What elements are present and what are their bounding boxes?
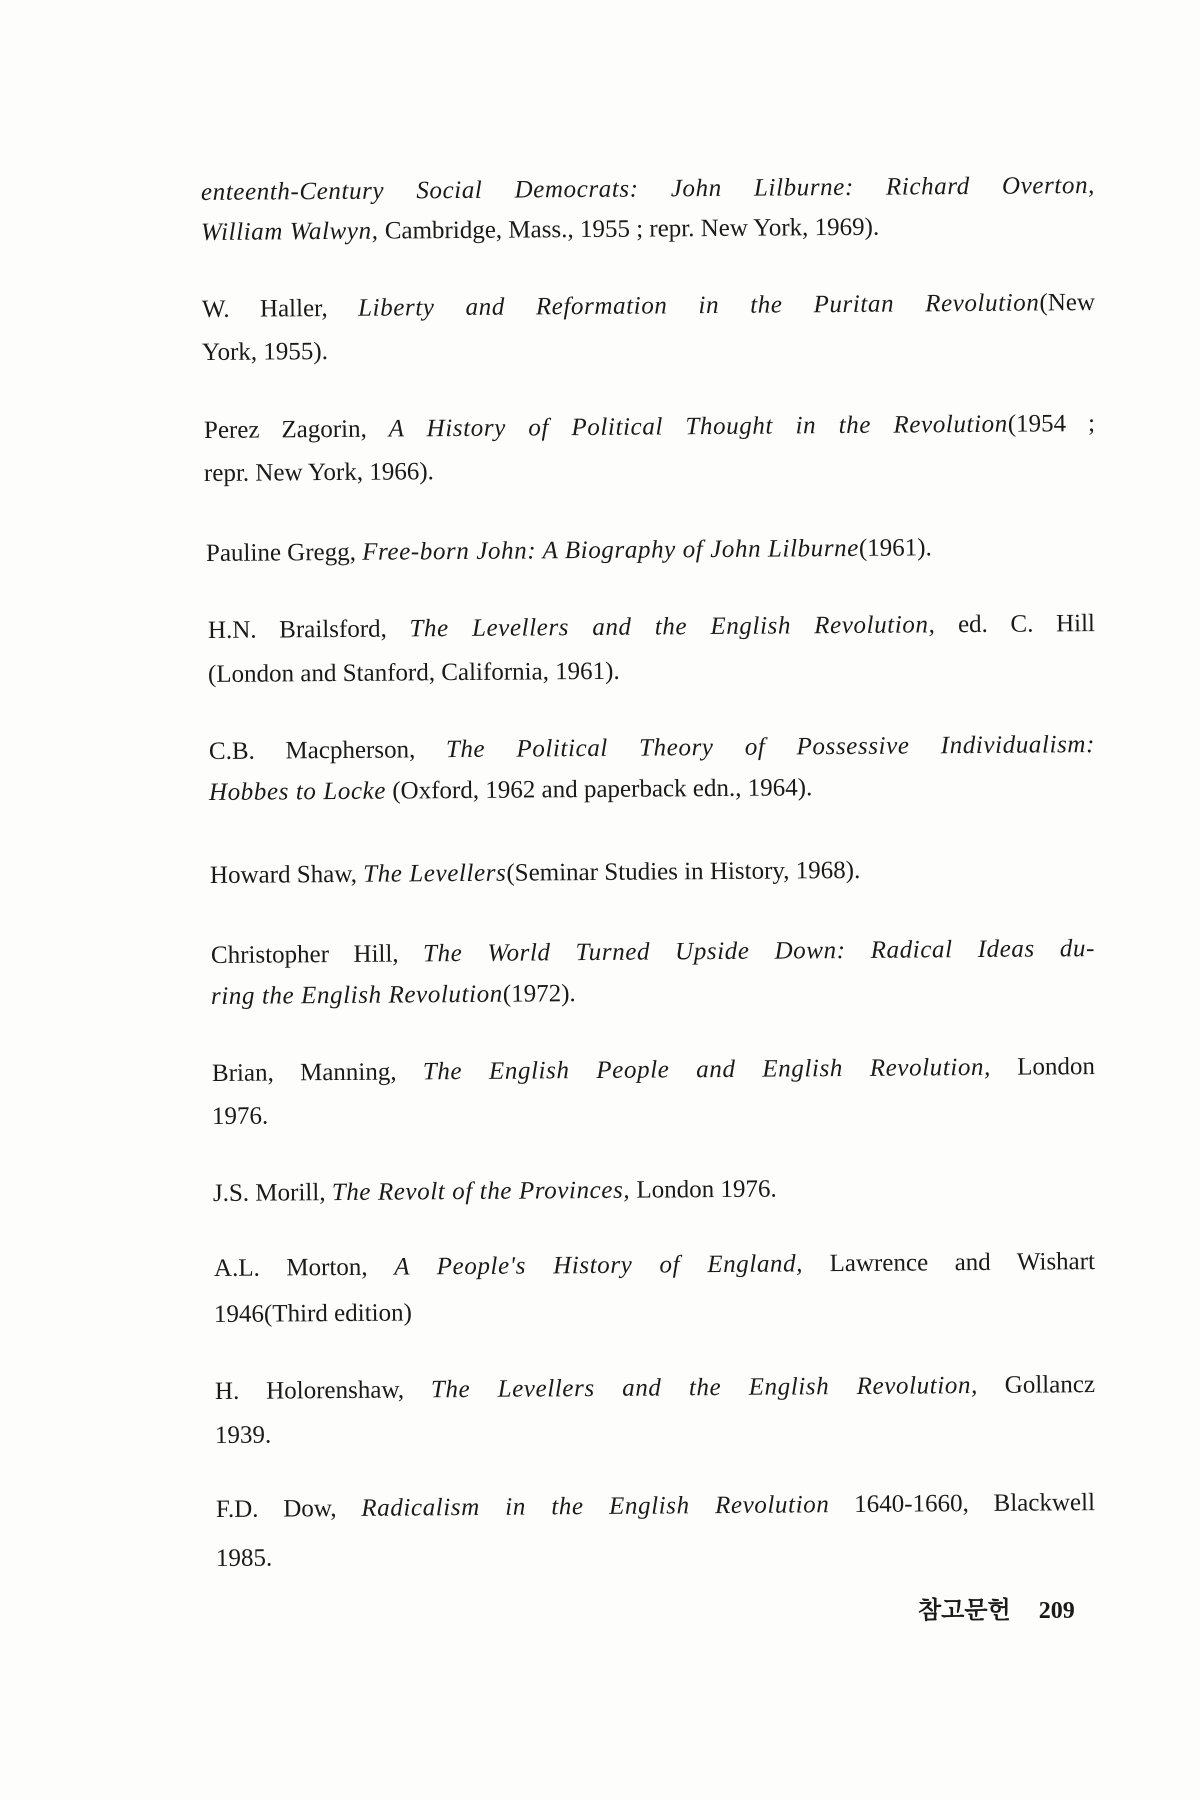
entry-line bbox=[215, 1370, 1095, 1407]
entry-line bbox=[216, 1544, 272, 1574]
citation-text: (Seminar Studies in History, 1968). bbox=[506, 856, 861, 887]
citation-text: H. Holorenshaw, bbox=[214, 1376, 432, 1405]
entry-line bbox=[211, 979, 576, 1012]
work-title: The Levellers and the English Revolution, bbox=[430, 1372, 979, 1404]
citation-text: Cambridge, Mass., 1955 ; repr. New York, 1969). bbox=[378, 213, 880, 245]
citation-text: 1976. bbox=[211, 1102, 269, 1130]
entry-line bbox=[209, 773, 813, 808]
work-title: The Levellers and the English Revolution, bbox=[409, 611, 936, 643]
work-title: The World Turned Upside Down: Radical Ideas du- bbox=[422, 935, 1096, 968]
work-title: Radicalism in the English Revolution bbox=[361, 1491, 830, 1522]
citation-text: repr. New York, 1966). bbox=[203, 458, 434, 487]
citation-text: London 1976. bbox=[630, 1175, 777, 1204]
work-title: ring the English Revolution bbox=[210, 980, 503, 1010]
citation-text: 1985. bbox=[215, 1544, 273, 1572]
citation-text: C.B. Macpherson, bbox=[208, 736, 447, 765]
work-title: William Walwyn, bbox=[200, 217, 379, 246]
citation-text: Lawrence and Wishart bbox=[802, 1248, 1096, 1278]
citation-text: Christopher Hill, bbox=[210, 940, 424, 969]
entry-line bbox=[208, 609, 1095, 646]
citation-text: Perez Zagorin, bbox=[203, 415, 389, 444]
work-title: The Political Theory of Possessive Individualism: bbox=[445, 731, 1096, 764]
citation-text: 1946(Third edition) bbox=[213, 1299, 412, 1328]
entry-line bbox=[214, 1298, 412, 1330]
work-title: The English People and English Revolution, bbox=[422, 1053, 992, 1086]
entry-line bbox=[206, 533, 932, 569]
citation-text: Pauline Gregg, bbox=[205, 538, 363, 567]
entry-line bbox=[212, 1052, 1095, 1089]
entry-line bbox=[210, 856, 861, 891]
citation-text: F.D. Dow, bbox=[215, 1494, 362, 1523]
work-title: enteenth-Century Social Democrats: John Lilburne: Richard Overton, bbox=[200, 171, 1096, 206]
citation-text: Gollancz bbox=[977, 1371, 1096, 1400]
work-title: Free-born John: A Biography of John Lilburne bbox=[362, 534, 860, 566]
citation-text: 1640-1660, Blackwell bbox=[829, 1489, 1096, 1519]
entry-line bbox=[214, 1247, 1095, 1284]
entry-line bbox=[204, 409, 1095, 446]
work-title: The Revolt of the Provinces, bbox=[331, 1176, 631, 1207]
citation-text: (1954 ; bbox=[1007, 410, 1096, 438]
entry-line bbox=[202, 337, 328, 368]
citation-text: (1961). bbox=[858, 534, 932, 562]
page-footer bbox=[918, 1590, 1075, 1625]
work-title: A History of Political Thought in the Revolution bbox=[388, 410, 1008, 443]
citation-text: York, 1955). bbox=[201, 338, 329, 366]
entry-line bbox=[201, 171, 1095, 208]
entry-line bbox=[216, 1488, 1095, 1525]
entry-line bbox=[208, 657, 620, 690]
citation-text: (London and Stanford, California, 1961). bbox=[207, 657, 620, 688]
entry-line bbox=[213, 1175, 777, 1209]
citation-text: H.N. Brailsford, bbox=[207, 615, 410, 644]
entry-line bbox=[204, 457, 434, 489]
citation-text: A.L. Morton, bbox=[213, 1253, 395, 1282]
citation-text: (1972). bbox=[502, 980, 576, 1008]
work-title: A People's History of England, bbox=[394, 1250, 804, 1281]
citation-text: London bbox=[990, 1053, 1096, 1081]
citation-text: W. Haller, bbox=[201, 294, 359, 323]
citation-text: Howard Shaw, bbox=[209, 860, 364, 889]
entry-line bbox=[215, 1421, 271, 1451]
entry-line bbox=[202, 288, 1095, 325]
work-title: Liberty and Reformation in the Puritan Revolution bbox=[358, 289, 1040, 322]
citation-text: (Oxford, 1962 and paperback edn., 1964). bbox=[385, 774, 813, 805]
page-number: 209 bbox=[1038, 1598, 1075, 1624]
entry-line bbox=[212, 1102, 268, 1132]
citation-text: 1939. bbox=[214, 1421, 272, 1449]
entry-line bbox=[211, 934, 1095, 971]
running-footer-section: 참고문헌 bbox=[918, 1596, 1011, 1624]
work-title: The Levellers bbox=[363, 859, 507, 888]
entry-line bbox=[209, 730, 1095, 767]
citation-text: ed. C. Hill bbox=[935, 610, 1096, 639]
work-title: Hobbes to Locke bbox=[208, 777, 387, 806]
citation-text: Brian, Manning, bbox=[211, 1058, 423, 1087]
citation-text: J.S. Morill, bbox=[212, 1179, 332, 1207]
entry-line bbox=[201, 213, 879, 248]
citation-text: (New bbox=[1039, 288, 1096, 317]
